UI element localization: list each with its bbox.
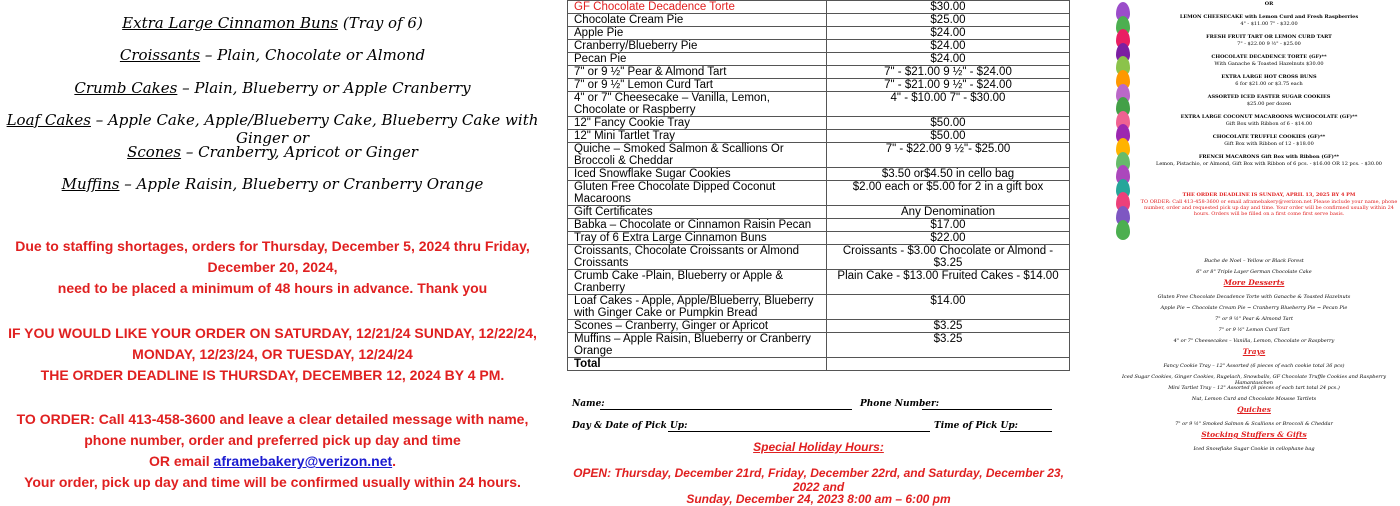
item-cell: Apple Pie (568, 27, 827, 40)
item-cell: GF Chocolate Decadence Torte (568, 1, 827, 14)
flyer-line: 7" or 9 ½" Pear & Almond Tart (1215, 316, 1293, 322)
table-row (568, 130, 1070, 143)
easter-egg-icon (1116, 220, 1130, 240)
flyer-line: Quiches (1237, 405, 1271, 414)
table-row (568, 92, 1070, 117)
item-cell: Quiche – Smoked Salmon & Scallions Or Broccoli & Cheddar (568, 143, 827, 168)
item-cell: 12" Fancy Cookie Tray (568, 117, 827, 130)
item-cell: 7" or 9 ½" Lemon Curd Tart (568, 79, 827, 92)
flyer-line: Lemon, Pistachio, or Almond, Gift Box with Ribbon of 6 pcs. - $16.00 OR 12 pcs. - $30.00 (1156, 161, 1382, 167)
price-cell: $2.00 each or $5.00 for 2 in a gift box (827, 181, 1070, 206)
price-cell: $24.00 (827, 40, 1070, 53)
holiday-hours-line1: OPEN: Thursday, December 21rd, Friday, December 22rd, and Saturday, December 23, 2022 and (573, 466, 1064, 494)
table-row (568, 53, 1070, 66)
price-cell: $3.25 (827, 320, 1070, 333)
price-cell: 7" - $21.00 9 ½" - $24.00 (827, 79, 1070, 92)
phone-field[interactable] (922, 409, 1052, 410)
flyer-line: Mini Tartlet Tray – 12" Assorted (8 pieces of each tart total 24 pcs.) (1168, 385, 1340, 391)
flyer-line: THE ORDER DEADLINE IS SUNDAY, APRIL 13, 2025 BY 4 PM (1182, 192, 1356, 198)
flyer-line: 7" or 9 ½" Smoked Salmon & Scallions or Broccoli & Cheddar (1175, 421, 1333, 427)
email-link[interactable]: aframebakery@verizon.net (213, 453, 393, 469)
phone-label: Phone Number: (860, 399, 940, 409)
item-cell: 7" or 9 ½" Pear & Almond Tart (568, 66, 827, 79)
holiday-hours-title: Special Holiday Hours: (753, 440, 884, 454)
flyer-line: 6 for $21.00 or $3.75 each (1235, 81, 1303, 87)
price-cell: $50.00 (827, 130, 1070, 143)
flyer-line: CHOCOLATE DECADENCE TORTE (GF)** (1211, 54, 1327, 60)
menu-line-crumb: Crumb Cakes – Plain, Blueberry or Apple Cranberry (74, 79, 471, 97)
price-cell (827, 358, 1070, 371)
flyer-line: 7" - $22.00 9 ½" - $25.00 (1237, 41, 1301, 47)
flyer-line: 4" - $11.00 7" - $32.00 (1240, 21, 1298, 27)
menu-line-scones: Scones – Cranberry, Apricot or Ginger (127, 143, 418, 161)
price-cell: $25.00 (827, 14, 1070, 27)
table-row (568, 1, 1070, 14)
menu-line-loaf: Loaf Cakes – Apple Cake, Apple/Blueberry Cake, Blueberry Cake with Ginger or (6, 111, 539, 147)
price-cell: 7" - $21.00 9 ½" - $24.00 (827, 66, 1070, 79)
pickup-time-label: Time of Pick Up: (934, 421, 1019, 431)
flyer-line: Gift Box with Ribbon of 12 - $18.00 (1224, 141, 1314, 147)
item-cell: Total (568, 358, 827, 371)
price-cell: $24.00 (827, 53, 1070, 66)
flyer-line: Fancy Cookie Tray – 12" Assorted (6 pieces of each cookie total 36 pcs) (1163, 363, 1345, 369)
pickup-time-field[interactable] (1000, 431, 1052, 432)
price-table (567, 0, 1070, 371)
easter-flyer (1108, 0, 1400, 500)
flyer-line: CHOCOLATE TRUFFLE COOKIES (GF)** (1212, 134, 1326, 140)
table-row (568, 79, 1070, 92)
item-cell: Muffins – Apple Raisin, Blueberry or Cranberry Orange (568, 333, 827, 358)
price-cell: $17.00 (827, 219, 1070, 232)
flyer-line: Gluten Free Chocolate Decadence Torte with Ganache & Toasted Hazelnuts (1157, 294, 1351, 300)
item-cell: 4" or 7" Cheesecake – Vanilla, Lemon, Chocolate or Raspberry (568, 92, 827, 117)
flyer-line: Apple Pie ~ Chocolate Cream Pie ~ Cranberry Blueberry Pie ~ Pecan Pie (1160, 305, 1348, 311)
flyer-line: Buche de Noel – Yellow or Black Forest (1204, 258, 1304, 264)
item-cell: Tray of 6 Extra Large Cinnamon Buns (568, 232, 827, 245)
flyer-line: Stocking Stuffers & Gifts (1201, 430, 1307, 439)
price-cell: $30.00 (827, 1, 1070, 14)
name-field[interactable] (600, 409, 852, 410)
flyer-line: FRESH FRUIT TART OR LEMON CURD TART (1206, 34, 1332, 40)
price-cell: 7" - $22.00 9 ½"- $25.00 (827, 143, 1070, 168)
item-cell: Loaf Cakes - Apple, Apple/Blueberry, Blueberry with Ginger Cake or Pumpkin Bread (568, 295, 827, 320)
flyer-line: FRENCH MACARONS Gift Box with Ribbon (GF)** (1198, 154, 1340, 160)
flyer-line: Nut, Lemon Curd and Chocolate Mousse Tartlets (1191, 396, 1317, 402)
price-cell: $22.00 (827, 232, 1070, 245)
flyer-line: Trays (1242, 347, 1266, 356)
table-row (568, 181, 1070, 206)
flyer-line: 6" or 8" Triple Layer German Chocolate Cake (1196, 269, 1312, 275)
price-cell: Plain Cake - $13.00 Fruited Cakes - $14.00 (827, 270, 1070, 295)
item-cell: 12" Mini Tartlet Tray (568, 130, 827, 143)
order-info: TO ORDER: Call 413-458-3600 and leave a clear detailed message with name, phone number, order and preferred pick up day and time OR email aframebakery@verizon.net. Your order, pick up day and time will be confirmed usually within 24 hours. (16, 411, 529, 490)
item-cell: Scones – Cranberry, Ginger or Apricot (568, 320, 827, 333)
pickup-date-field[interactable] (668, 431, 930, 432)
pickup-date-label: Day & Date of Pick Up: (572, 421, 688, 431)
flyer-line: TO ORDER: Call 413-458-3600 or email aframebakery@verizon.net Please include your name, phone number, order and requested pick up day and time. Your order will be confirmed usually within 24 hours. Orders will be filled on a first come first serve basis. (1140, 199, 1398, 217)
flyer-line: 4" or 7" Cheesecakes – Vanilla, Lemon, Chocolate or Raspberry (1173, 338, 1335, 344)
item-cell: Croissants, Chocolate Croissants or Almond Croissants (568, 245, 827, 270)
table-row (568, 245, 1070, 270)
price-cell: Any Denomination (827, 206, 1070, 219)
menu-line-muffins: Muffins – Apple Raisin, Blueberry or Cranberry Orange (61, 175, 484, 193)
item-cell: Gift Certificates (568, 206, 827, 219)
table-row (568, 66, 1070, 79)
price-cell: 4" - $10.00 7" - $30.00 (827, 92, 1070, 117)
price-cell: $3.25 (827, 333, 1070, 358)
table-row (568, 14, 1070, 27)
flyer-line: Iced Snowflake Sugar Cookie in cellophane bag (1193, 446, 1315, 452)
table-row (568, 333, 1070, 358)
price-cell: $50.00 (827, 117, 1070, 130)
table-row (568, 206, 1070, 219)
item-cell: Crumb Cake -Plain, Blueberry or Apple & Cranberry (568, 270, 827, 295)
price-cell: $24.00 (827, 27, 1070, 40)
table-row (568, 295, 1070, 320)
table-row (568, 358, 1070, 371)
flyer-line: Gift Box with Ribbon of 6 - $14.00 (1225, 121, 1313, 127)
table-row (568, 219, 1070, 232)
item-cell: Cranberry/Blueberry Pie (568, 40, 827, 53)
item-cell: Gluten Free Chocolate Dipped Coconut Macaroons (568, 181, 827, 206)
price-cell: $3.50 or$4.50 in cello bag (827, 168, 1070, 181)
flyer-line: ASSORTED ICED EASTER SUGAR COOKIES (1207, 94, 1331, 100)
flyer-line: EXTRA LARGE HOT CROSS BUNS (1221, 74, 1317, 80)
table-row (568, 40, 1070, 53)
order-form (567, 0, 1070, 371)
price-cell: $14.00 (827, 295, 1070, 320)
deadline-notice: IF YOU WOULD LIKE YOUR ORDER ON SATURDAY, 12/21/24 SUNDAY, 12/22/24, MONDAY, 12/23/24, OR TUESDAY, 12/24/24 THE ORDER DEADLINE IS THURSDAY, DECEMBER 12, 2024 BY 4 PM. (8, 325, 537, 383)
flyer-line: 7" or 9 ½" Lemon Curd Tart (1218, 327, 1290, 333)
flyer-line: With Ganache & Toasted Hazelnuts $30.00 (1214, 61, 1324, 67)
menu-panel (0, 0, 545, 500)
item-cell: Iced Snowflake Sugar Cookies (568, 168, 827, 181)
flyer-line: $25.00 per dozen (1246, 101, 1292, 107)
menu-line-croissants: Croissants – Plain, Chocolate or Almond (119, 46, 426, 64)
table-row (568, 143, 1070, 168)
table-row (568, 320, 1070, 333)
table-row (568, 168, 1070, 181)
table-row (568, 232, 1070, 245)
item-cell: Pecan Pie (568, 53, 827, 66)
holiday-hours-line2: Sunday, December 24, 2023 8:00 am – 6:00 pm (686, 492, 951, 506)
flyer-line: More Desserts (1223, 278, 1285, 287)
item-cell: Chocolate Cream Pie (568, 14, 827, 27)
menu-line-cinnamon: Extra Large Cinnamon Buns (Tray of 6) (122, 14, 423, 32)
flyer-line: EXTRA LARGE COCONUT MACAROONS W/CHOCOLATE (GF)** (1180, 114, 1358, 120)
table-row (568, 27, 1070, 40)
table-row (568, 270, 1070, 295)
price-cell: Croissants - $3.00 Chocolate or Almond - $3.25 (827, 245, 1070, 270)
flyer-line: Iced Sugar Cookies, Ginger Cookies, Rugelach, Snowballs, GF Chocolate Truffle Cookies and Raspberry Hamantaschen (1121, 374, 1387, 386)
name-label: Name: (572, 399, 605, 409)
item-cell: Babka – Chocolate or Cinnamon Raisin Pecan (568, 219, 827, 232)
table-row (568, 117, 1070, 130)
flyer-line: LEMON CHEESECAKE with Lemon Curd and Fresh Raspberries (1179, 14, 1359, 20)
staffing-notice: Due to staffing shortages, orders for Thursday, December 5, 2024 thru Friday, December 20, 2024, need to be placed a minimum of 48 hours in advance. Thank you (15, 238, 530, 296)
flyer-line: OR (1264, 1, 1274, 7)
